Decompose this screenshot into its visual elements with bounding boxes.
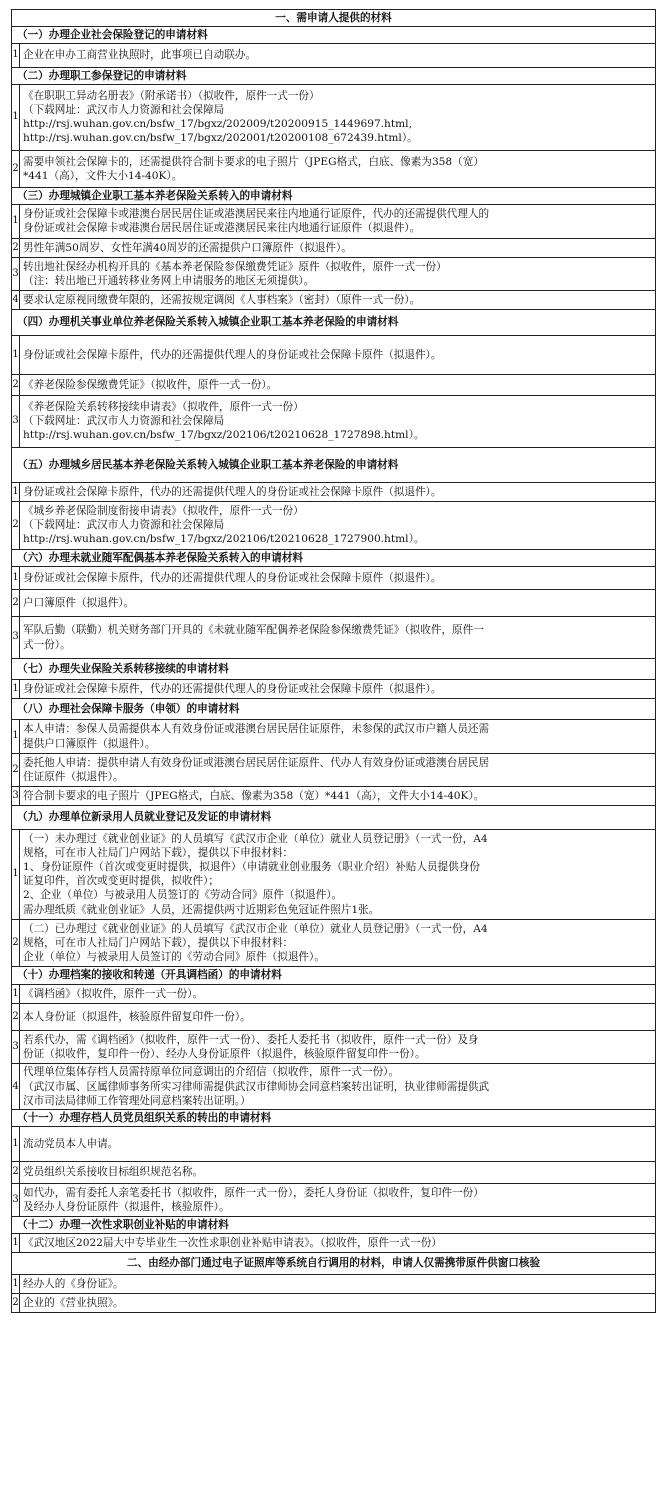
item-text	[20, 396, 656, 448]
item-text-line: 《武汉地区2022届大中专毕业生一次性求职创业补贴申请表》。（拟收件，原件一式一份）	[23, 1237, 442, 1250]
item-text	[20, 502, 656, 550]
item-text	[20, 1064, 656, 1110]
material-item-row	[12, 205, 656, 238]
material-item-row	[12, 291, 656, 310]
subsection-title: （六）办理未就业随军配偶基本养老保险关系转入的申请材料	[12, 549, 656, 566]
item-number: 2	[12, 502, 20, 550]
item-text-line: 2、企业（单位）与被录用人员签订的《劳动合同》原件（拟退件）。	[23, 889, 343, 902]
item-text	[20, 1183, 656, 1216]
item-number: 1	[12, 44, 20, 67]
item-text-line: 若系代办，需《调档函》（拟收件，原件一式一份）、委托人委托书（拟收件，原件一式一份）及身	[23, 1033, 479, 1046]
material-item-row	[12, 787, 656, 806]
subsection-title: （十一）办理存档人员党员组织关系的转出的申请材料	[12, 1109, 656, 1126]
item-text-line: 式一份）。	[23, 638, 71, 651]
material-item-row	[12, 44, 656, 67]
item-text-line: 本人身份证（拟退件，核验原件留复印件一份）。	[23, 1010, 251, 1023]
material-item-row	[12, 396, 656, 448]
item-text	[20, 617, 656, 658]
item-text-line: 企业在申办工商营业执照时，此事项已自动联办。	[23, 49, 257, 62]
item-text	[20, 679, 656, 698]
item-text	[20, 291, 656, 310]
subsection-header-row	[12, 967, 656, 984]
item-number: 3	[12, 1030, 20, 1063]
item-number: 2	[12, 590, 20, 617]
material-item-row	[12, 1234, 656, 1253]
item-text-line: http://rsj.wuhan.gov.cn/bsfw_17/bgxz/202009/t20200915_1449697.html,	[23, 118, 412, 131]
item-text-line: 证复印件，首次或变更时提供，拟收件）；	[23, 875, 219, 888]
item-text-line: 本人申请：参保人员需提供本人有效身份证或港澳台居民居住证原件，未参保的武汉市户籍人员还需	[23, 723, 490, 736]
materials-table	[11, 9, 656, 1313]
item-number: 1	[12, 1127, 20, 1162]
subsection-title: （九）办理单位新录用人员就业登记及发证的申请材料	[12, 806, 656, 829]
item-text-line: http://rsj.wuhan.gov.cn/bsfw_17/bgxz/202106/t20210628_1727898.html）。	[23, 429, 425, 442]
item-text-line: 1、身份证原件（首次或变更时提供，拟退件）（申请就业创业服务（职业介绍）补贴人员提供身份	[23, 860, 480, 873]
material-item-row	[12, 984, 656, 1003]
item-text-line: 份证（拟收件，复印件一份）、经办人身份证原件（拟退件，核验原件留复印件一份）。	[23, 1048, 426, 1061]
item-text	[20, 1030, 656, 1063]
item-text-line: 规格，可在市人社局门户网站下载），提供以下申报材料：	[23, 846, 294, 859]
material-item-row	[12, 1274, 656, 1293]
item-number: 2	[12, 238, 20, 257]
subsection-header-row	[12, 806, 656, 829]
materials-table-body	[12, 10, 656, 1313]
material-item-row	[12, 753, 656, 786]
subsection-title: （八）办理社会保障卡服务（申领）的申请材料	[12, 699, 656, 720]
item-text-line: 符合制卡要求的电子照片（JPEG格式，白底、像素为358（宽）*441（高），文件大小14-40K）。	[23, 790, 485, 803]
item-number: 1	[12, 482, 20, 501]
subsection-header-row	[12, 1217, 656, 1234]
item-text	[20, 829, 656, 919]
item-number: 2	[12, 753, 20, 786]
item-text	[20, 205, 656, 238]
item-text	[20, 1234, 656, 1253]
subsection-title: （三）办理城镇企业职工基本养老保险关系转入的申请材料	[12, 188, 656, 205]
item-text-line: 身份证或社会保障卡原件，代办的还需提供代理人的身份证或社会保障卡原件（拟退件）。	[23, 485, 442, 498]
item-text	[20, 257, 656, 290]
item-text-line: 提供户口簿原件（拟退件）。	[23, 737, 156, 750]
material-item-row	[12, 720, 656, 753]
item-number: 2	[12, 1003, 20, 1030]
material-item-row	[12, 590, 656, 617]
item-text-line: 规格，可在市人社局门户网站下载），提供以下申报材料：	[23, 936, 294, 949]
item-number: 3	[12, 396, 20, 448]
item-text	[20, 1274, 656, 1293]
item-text-line: 军队后勤（联勤）机关财务部门开具的《未就业随军配偶养老保险参保缴费凭证》（拟收件，原件一	[23, 624, 484, 637]
item-text	[20, 753, 656, 786]
material-item-row	[12, 84, 656, 150]
item-number: 1	[12, 1234, 20, 1253]
item-text	[20, 590, 656, 617]
material-item-row	[12, 1162, 656, 1183]
item-text-line: 党员组织关系接收目标组织规范名称。	[23, 1166, 204, 1179]
item-text-line: 需要申领社会保障卡的，还需提供符合制卡要求的电子照片（JPEG格式，白底、像素为358（宽）	[23, 155, 484, 168]
item-number: 3	[12, 617, 20, 658]
item-text-line: http://rsj.wuhan.gov.cn/bsfw_17/bgxz/202001/t20200108_672439.html）。	[23, 132, 418, 145]
section-header-row	[12, 10, 656, 27]
item-text-line: 身份证或社会保障卡原件，代办的还需提供代理人的身份证或社会保障卡原件（拟退件）。	[23, 348, 442, 361]
item-text	[20, 787, 656, 806]
item-text-line: 经办人的《身份证》。	[23, 1277, 124, 1290]
material-item-row	[12, 1030, 656, 1063]
item-text-line: 住证原件（拟退件）。	[23, 770, 124, 783]
section-title: 二、由经办部门通过电子证照库等系统自行调用的材料，申请人仅需携带原件供窗口核验	[12, 1253, 656, 1274]
item-text-line: *441（高），文件大小14-40K）。	[23, 169, 183, 182]
item-text	[20, 566, 656, 589]
subsection-header-row	[12, 658, 656, 679]
subsection-title: （一）办理企业社会保险登记的申请材料	[12, 27, 656, 44]
item-text	[20, 1162, 656, 1183]
material-item-row	[12, 1003, 656, 1030]
subsection-header-row	[12, 27, 656, 44]
item-number: 1	[12, 1274, 20, 1293]
item-text-line: （二）已办理过《就业创业证》的人员填写《武汉市企业（单位）就业人员登记册》（一式一份，A4	[23, 922, 488, 935]
material-item-row	[12, 238, 656, 257]
item-text-line: （一）未办理过《就业创业证》的人员填写《武汉市企业（单位）就业人员登记册》（一式一份，A4	[23, 832, 488, 845]
item-text-line: 汉市司法局律师工作管理处同意档案转出证明。）	[23, 1094, 251, 1107]
item-number: 3	[12, 257, 20, 290]
material-item-row	[12, 1064, 656, 1110]
material-item-row	[12, 919, 656, 967]
item-number: 2	[12, 1162, 20, 1183]
item-text	[20, 482, 656, 501]
item-text-line: 企业（单位）与被录用人员签订的《劳动合同》原件（拟退件）。	[23, 951, 325, 964]
item-text	[20, 919, 656, 967]
item-text-line: 身份证或社会保障卡原件，代办的还需提供代理人的身份证或社会保障卡原件（拟退件）。	[23, 571, 442, 584]
item-text-line: 如代办，需有委托人亲笔委托书（拟收件，原件一式一份），委托人身份证（拟收件，复印件一份）	[23, 1186, 484, 1199]
item-text-line: （注：转出地已开通转移业务网上申请服务的地区无须提供）。	[23, 275, 315, 288]
item-text-line: 《在职职工异动名册表》（附承诺书）（拟收件，原件一式一份）	[23, 89, 320, 102]
item-text-line: 《养老保险关系转移接续申请表》（拟收件，原件一式一份）	[23, 401, 304, 414]
item-text-line: 男性年满50周岁、女性年满40周岁的还需提供户口簿原件（拟退件）。	[23, 241, 352, 254]
item-number: 1	[12, 84, 20, 150]
item-text-line: 《调档函》（拟收件，原件一式一份）。	[23, 987, 204, 1000]
item-text	[20, 1127, 656, 1162]
item-text	[20, 1003, 656, 1030]
item-text-line: （下载网址：武汉市人力资源和社会保障局	[23, 519, 225, 532]
item-text-line: http://rsj.wuhan.gov.cn/bsfw_17/bgxz/202106/t20210628_1727900.html）。	[23, 533, 425, 546]
item-text-line: （武汉市属、区属律师事务所实习律师需提供武汉市律师协会同意档案转出证明，执业律师需提供武	[23, 1080, 490, 1093]
item-number: 2	[12, 1293, 20, 1312]
item-number: 1	[12, 205, 20, 238]
item-text-line: 身份证或社会保障卡原件，代办的还需提供代理人的身份证或社会保障卡原件（拟退件）。	[23, 682, 442, 695]
item-text	[20, 1293, 656, 1312]
item-number: 3	[12, 1183, 20, 1216]
item-text	[20, 984, 656, 1003]
item-text-line: 户口簿原件（拟退件）。	[23, 597, 135, 610]
item-text	[20, 44, 656, 67]
item-text-line: 企业的《营业执照》。	[23, 1296, 124, 1309]
material-item-row	[12, 1293, 656, 1312]
item-text-line: 及经办人身份证原件（拟退件，核验原件）。	[23, 1200, 230, 1213]
item-number: 4	[12, 1064, 20, 1110]
item-number: 1	[12, 829, 20, 919]
item-number: 1	[12, 720, 20, 753]
item-text-line: 《养老保险参保缴费凭证》（拟收件，原件一式一份）。	[23, 378, 278, 391]
item-text-line: （下载网址：武汉市人力资源和社会保障局	[23, 415, 225, 428]
subsection-title: （十二）办理一次性求职创业补贴的申请材料	[12, 1217, 656, 1234]
subsection-header-row	[12, 310, 656, 335]
item-text	[20, 335, 656, 374]
item-text-line: 流动党员本人申请。	[23, 1138, 119, 1151]
subsection-title: （二）办理职工参保登记的申请材料	[12, 67, 656, 84]
item-text	[20, 84, 656, 150]
item-number: 2	[12, 150, 20, 187]
section-title: 一、需申请人提供的材料	[12, 10, 656, 27]
item-text-line: 需办理纸质《就业创业证》人员，还需提供两寸近期彩色免冠证件照片1张。	[23, 903, 380, 916]
subsection-header-row	[12, 699, 656, 720]
item-text	[20, 720, 656, 753]
subsection-title: （七）办理失业保险关系转移接续的申请材料	[12, 658, 656, 679]
material-item-row	[12, 617, 656, 658]
material-item-row	[12, 374, 656, 395]
material-item-row	[12, 679, 656, 698]
subsection-title: （四）办理机关事业单位养老保险关系转入城镇企业职工基本养老保险的申请材料	[12, 310, 656, 335]
material-item-row	[12, 1183, 656, 1216]
item-text-line: 要求认定原视同缴费年限的，还需按规定调阅《人事档案》（密封）（原件一式一份）。	[23, 294, 421, 307]
material-item-row	[12, 335, 656, 374]
item-number: 1	[12, 335, 20, 374]
item-number: 1	[12, 984, 20, 1003]
item-text-line: 《城乡养老保险制度衔接申请表》（拟收件，原件一式一份）	[23, 505, 304, 518]
subsection-title: （十）办理档案的接收和转递（开具调档函）的申请材料	[12, 967, 656, 984]
item-number: 4	[12, 291, 20, 310]
item-text	[20, 374, 656, 395]
item-text-line: 身份证或社会保障卡或港澳台居民居住证或港澳居民来往内地通行证原件，代办的还需提供代理人的	[23, 208, 490, 221]
material-item-row	[12, 482, 656, 501]
subsection-title: （五）办理城乡居民基本养老保险关系转入城镇企业职工基本养老保险的申请材料	[12, 447, 656, 482]
subsection-header-row	[12, 447, 656, 482]
subsection-header-row	[12, 1109, 656, 1126]
item-number: 3	[12, 787, 20, 806]
material-item-row	[12, 566, 656, 589]
item-text	[20, 150, 656, 187]
subsection-header-row	[12, 549, 656, 566]
item-text-line: （下载网址：武汉市人力资源和社会保障局	[23, 104, 225, 117]
subsection-header-row	[12, 188, 656, 205]
material-item-row	[12, 502, 656, 550]
item-text	[20, 238, 656, 257]
material-item-row	[12, 150, 656, 187]
item-number: 1	[12, 679, 20, 698]
item-text-line: 转出地社保经办机构开具的《基本养老保险参保缴费凭证》原件（拟收件，原件一式一份）	[23, 260, 447, 273]
item-text-line: 代理单位集体存档人员需持原单位同意调出的介绍信（拟收件，原件一式一份）。	[23, 1066, 400, 1079]
item-number: 2	[12, 919, 20, 967]
item-text-line: 委托他人申请：提供申请人有效身份证或港澳台居民居住证原件、代办人有效身份证或港澳台居民居	[23, 756, 490, 769]
material-item-row	[12, 257, 656, 290]
subsection-header-row	[12, 67, 656, 84]
material-item-row	[12, 829, 656, 919]
item-text-line: 身份证或社会保障卡或港澳台居民居住证或港澳居民来往内地通行证原件（拟退件）。	[23, 222, 421, 235]
item-number: 2	[12, 374, 20, 395]
material-item-row	[12, 1127, 656, 1162]
section-header-row	[12, 1253, 656, 1274]
item-number: 1	[12, 566, 20, 589]
